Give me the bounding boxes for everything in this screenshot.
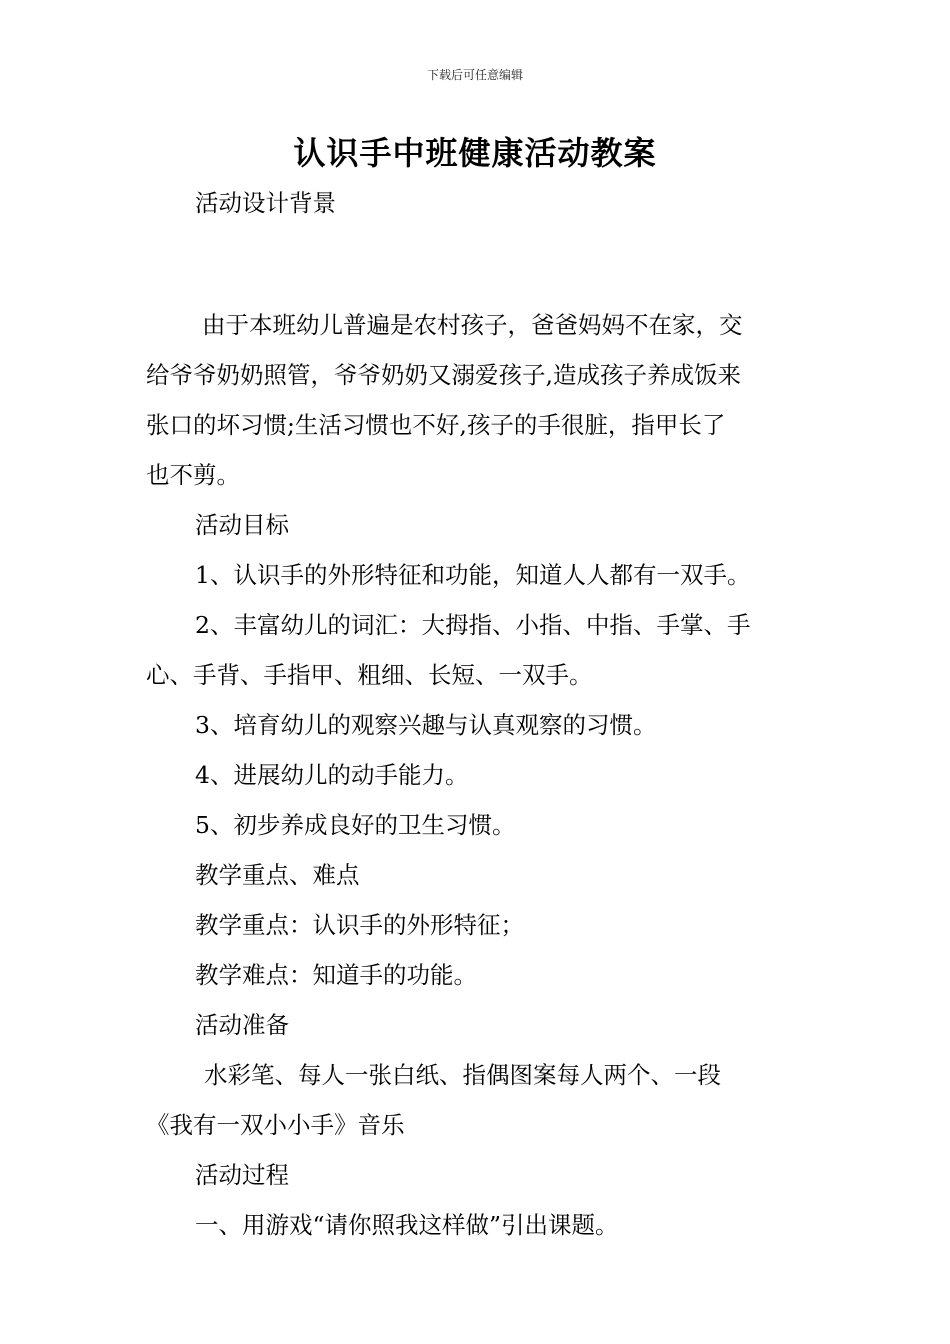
section-heading-background: 活动设计背景 (195, 189, 336, 217)
goal-item-1: 1、认识手的外形特征和功能，知道人人都有一双手。 (195, 561, 751, 589)
paragraph-line: 张口的坏习惯;生活习惯也不好,孩子的手很脏，指甲长了 (146, 411, 726, 439)
process-step-1: 一、用游戏“请你照我这样做”引出课题。 (195, 1211, 619, 1239)
goal-item-4: 4、进展幼儿的动手能力。 (195, 761, 469, 789)
page-header-note: 下载后可任意编辑 (426, 68, 523, 82)
goal-item-2-continued: 心、手背、手指甲、粗细、长短、一双手。 (146, 661, 593, 689)
key-point-text: 教学重点：认识手的外形特征； (195, 911, 524, 939)
preparation-line: 《我有一双小小手》音乐 (146, 1111, 405, 1139)
document-title: 认识手中班健康活动教案 (293, 134, 657, 172)
goal-item-2: 2、丰富幼儿的词汇：大拇指、小指、中指、手掌、手 (195, 611, 751, 639)
section-heading-process: 活动过程 (195, 1161, 289, 1189)
paragraph-gap (146, 228, 806, 300)
paragraph-line: 由于本班幼儿普遍是农村孩子，爸爸妈妈不在家，交 (202, 311, 743, 339)
section-heading-goals: 活动目标 (195, 511, 289, 539)
goal-item-5: 5、初步养成良好的卫生习惯。 (195, 811, 516, 839)
document-body (146, 178, 806, 1250)
paragraph-line: 也不剪。 (146, 461, 240, 489)
goal-item-3: 3、培育幼儿的观察兴趣与认真观察的习惯。 (195, 711, 657, 739)
preparation-line: 水彩笔、每人一张白纸、指偶图案每人两个、一段 (204, 1061, 721, 1089)
difficult-point-text: 教学难点：知道手的功能。 (195, 961, 477, 989)
paragraph-line: 给爷爷奶奶照管，爷爷奶奶又溺爱孩子,造成孩子养成饭来 (146, 361, 741, 389)
section-heading-key-points: 教学重点、难点 (195, 861, 360, 889)
section-heading-preparation: 活动准备 (195, 1011, 289, 1039)
